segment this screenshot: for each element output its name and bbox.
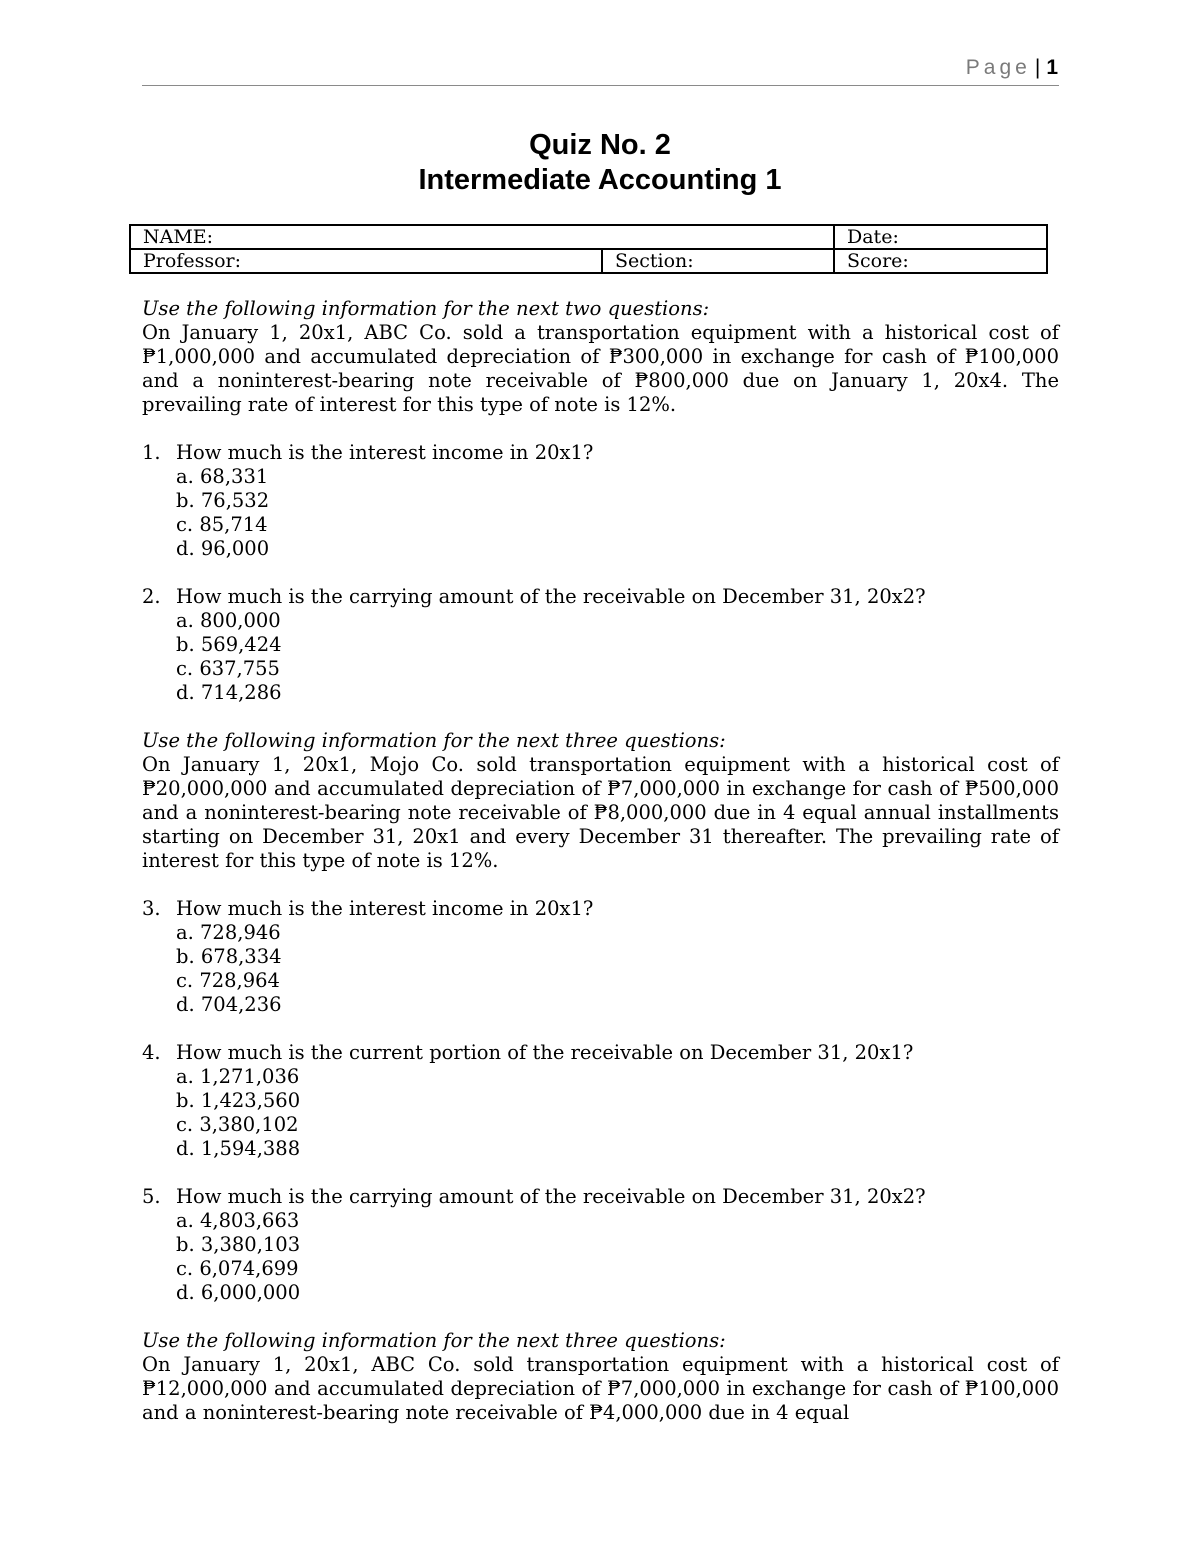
header-divider: [142, 85, 1059, 86]
info-block: [142, 297, 1059, 705]
question-text: How much is the interest income in 20x1?: [176, 897, 594, 920]
question-number: 4.: [142, 1041, 161, 1064]
page-label: Page: [965, 56, 1031, 79]
question-number: 1.: [142, 441, 161, 464]
choice-item: d. 6,000,000: [176, 1281, 301, 1304]
block-intro: Use the following information for the next three questions:: [142, 729, 726, 752]
quiz-title: Quiz No. 2: [529, 129, 671, 161]
name-cell: NAME:: [130, 225, 834, 249]
choice-item: a. 728,946: [176, 921, 281, 944]
question: [142, 1041, 1059, 1161]
question: [142, 1185, 1059, 1305]
page-separator: |: [1034, 56, 1041, 79]
choice-item: b. 3,380,103: [176, 1233, 301, 1256]
choice-item: b. 76,532: [176, 489, 270, 512]
info-block: [142, 729, 1059, 1305]
course-title: Intermediate Accounting 1: [418, 164, 782, 196]
choice-item: c. 85,714: [176, 513, 268, 536]
block-text: On January 1, 20x1, Mojo Co. sold transportation equipment with a historical cost of ₱20,000,000 and accumulated depreciation of ₱7,000,000 in exchange for cash of ₱500,000 and a noninterest-bearing note receivable of ₱8,000,000 due in 4 equal annual installments starting on December 31, 20x1 and every December 31 thereafter. The prevailing rate of interest for this type of note is 12%.: [142, 753, 1059, 872]
block-text: On January 1, 20x1, ABC Co. sold a transportation equipment with a historical cost of ₱1,000,000 and accumulated depreciation of ₱300,000 in exchange for cash of ₱100,000 and a noninterest-bearing note receivable of ₱800,000 due on January 1, 20x4. The prevailing rate of interest for this type of note is 12%.: [142, 321, 1059, 416]
block-intro: Use the following information for the next two questions:: [142, 297, 710, 320]
question-text: How much is the current portion of the receivable on December 31, 20x1?: [176, 1041, 914, 1064]
choice-list: [142, 921, 1059, 1017]
choice-item: a. 4,803,663: [176, 1209, 300, 1232]
choice-item: d. 704,236: [176, 993, 282, 1016]
page-number: 1: [1046, 56, 1058, 79]
section-cell: Section:: [602, 249, 834, 273]
choice-item: d. 714,286: [176, 681, 282, 704]
choice-item: c. 637,755: [176, 657, 280, 680]
choice-item: a. 68,331: [176, 465, 269, 488]
question-number: 3.: [142, 897, 161, 920]
document-title-block: [0, 128, 1200, 198]
professor-cell: Professor:: [130, 249, 602, 273]
block-text: On January 1, 20x1, ABC Co. sold transportation equipment with a historical cost of ₱12,000,000 and accumulated depreciation of ₱7,000,000 in exchange for cash of ₱100,000 and a noninterest-bearing note receivable of ₱4,000,000 due in 4 equal: [142, 1353, 1059, 1424]
choice-item: d. 96,000: [176, 537, 270, 560]
question: [142, 897, 1059, 1017]
question-row: [142, 1041, 1059, 1065]
info-block: [142, 1329, 1059, 1425]
page-number-label: [966, 56, 1058, 80]
choice-item: c. 3,380,102: [176, 1113, 299, 1136]
question-row: [142, 585, 1059, 609]
choice-item: d. 1,594,388: [176, 1137, 301, 1160]
choice-item: a. 1,271,036: [176, 1065, 300, 1088]
question-row: [142, 1185, 1059, 1209]
question-number: 5.: [142, 1185, 161, 1208]
date-cell: Date:: [834, 225, 1047, 249]
question-text: How much is the carrying amount of the receivable on December 31, 20x2?: [176, 1185, 926, 1208]
question-text: How much is the carrying amount of the receivable on December 31, 20x2?: [176, 585, 926, 608]
question: [142, 441, 1059, 561]
choice-item: b. 1,423,560: [176, 1089, 301, 1112]
choice-item: b. 569,424: [176, 633, 282, 656]
student-info-table: [129, 224, 1048, 274]
choice-item: a. 800,000: [176, 609, 281, 632]
question-row: [142, 441, 1059, 465]
quiz-content: [142, 297, 1059, 1425]
block-intro: Use the following information for the next three questions:: [142, 1329, 726, 1352]
question-number: 2.: [142, 585, 161, 608]
choice-list: [142, 609, 1059, 705]
score-cell: Score:: [834, 249, 1047, 273]
question-row: [142, 897, 1059, 921]
choice-list: [142, 1209, 1059, 1305]
question-text: How much is the interest income in 20x1?: [176, 441, 594, 464]
choice-list: [142, 1065, 1059, 1161]
question: [142, 585, 1059, 705]
choice-item: c. 728,964: [176, 969, 280, 992]
choice-item: c. 6,074,699: [176, 1257, 299, 1280]
choice-list: [142, 465, 1059, 561]
choice-item: b. 678,334: [176, 945, 282, 968]
